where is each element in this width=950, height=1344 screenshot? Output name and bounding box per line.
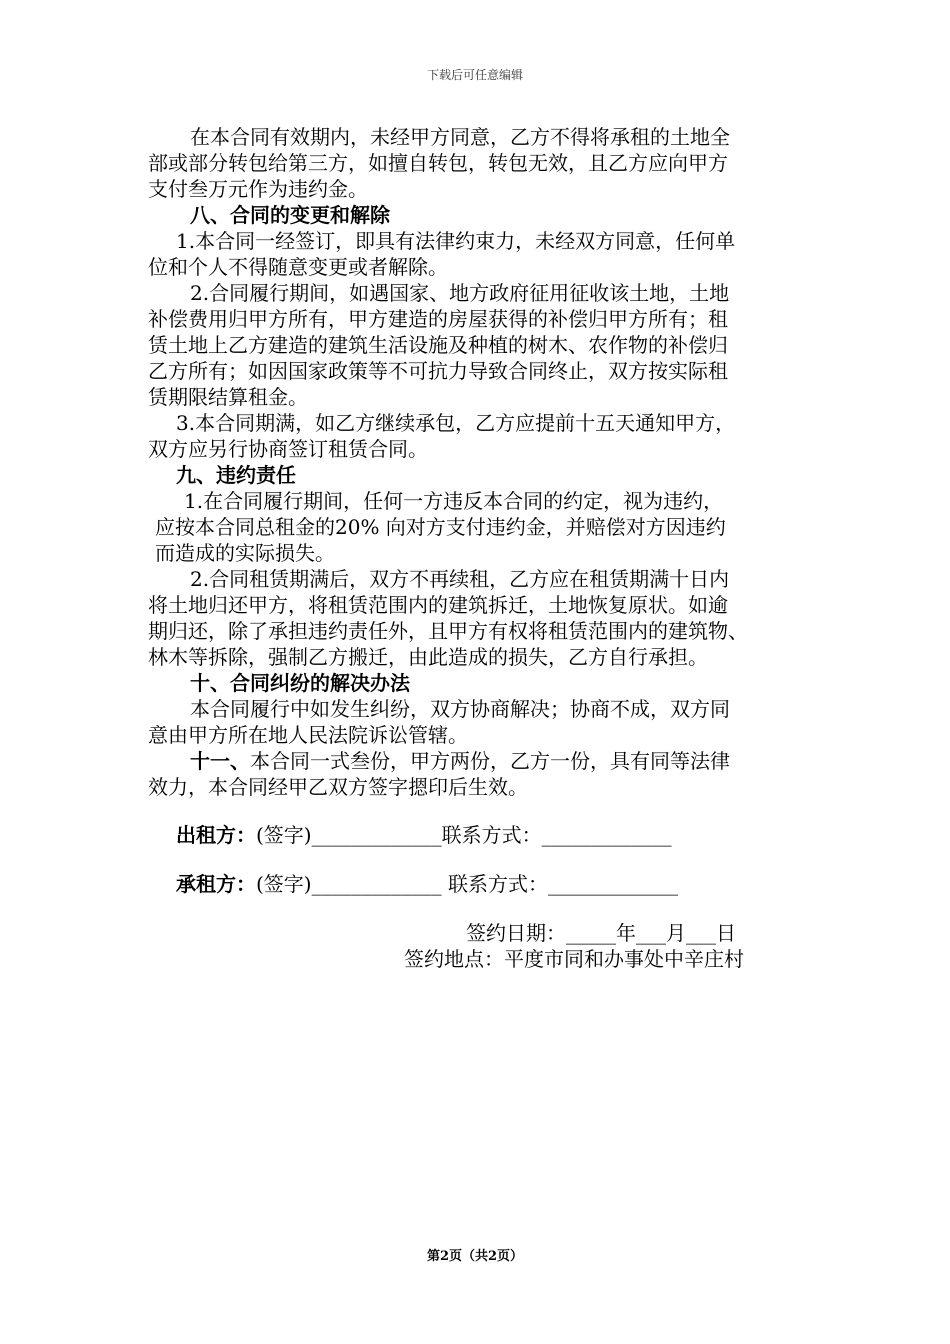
lessor-label: 出租方： xyxy=(176,823,256,847)
lessee-label: 承租方： xyxy=(176,872,256,896)
body-line: 补偿费用归甲方所有，甲方建造的房屋获得的补偿归甲方所有；租 xyxy=(148,307,728,331)
lessee-signature-line: (签字)_____________ 联系方式：_____________ xyxy=(256,872,678,896)
section-heading-11: 十一、 xyxy=(190,749,250,773)
body-line: 在本合同有效期内，未经甲方同意，乙方不得将承租的土地全 xyxy=(190,125,730,149)
body-line: 赁期限结算租金。 xyxy=(148,385,308,409)
signing-place: 签约地点：平度市同和办事处中辛庄村 xyxy=(404,947,744,971)
lessor-signature-line: (签字)_____________联系方式：_____________ xyxy=(256,823,672,847)
section-heading-9: 九、违约责任 xyxy=(176,463,296,487)
body-line: 双方应另行协商签订租赁合同。 xyxy=(148,437,428,461)
body-line: 本合同履行中如发生纠纷，双方协商解决；协商不成，双方同 xyxy=(190,697,730,721)
body-line: 部或部分转包给第三方，如擅自转包，转包无效，且乙方应向甲方 xyxy=(148,151,728,175)
body-line: 2.合同租赁期满后，双方不再续租，乙方应在租赁期满十日内 xyxy=(190,567,730,591)
body-line: 1.在合同履行期间，任何一方违反本合同的约定，视为违约， xyxy=(184,489,724,513)
body-line: 应按本合同总租金的20% 向对方支付违约金，并赔偿对方因违约 xyxy=(155,515,726,539)
body-line: 林木等拆除，强制乙方搬迁，由此造成的损失，乙方自行承担。 xyxy=(148,645,708,669)
page-footer: 第2页（共2页） xyxy=(426,1249,524,1264)
body-line: 意由甲方所在地人民法院诉讼管辖。 xyxy=(148,723,468,747)
body-line: 期归还，除了承担违约责任外，且甲方有权将租赁范围内的建筑物、 xyxy=(148,619,748,643)
body-line: 本合同一式叁份，甲方两份，乙方一份，具有同等法律 xyxy=(250,749,730,773)
body-line: 乙方所有；如因国家政策等不可抗力导致合同终止，双方按实际租 xyxy=(148,359,728,383)
page-header: 下载后可任意编辑 xyxy=(426,68,523,82)
body-line: 1.本合同一经签订，即具有法律约束力，未经双方同意，任何单 xyxy=(176,229,736,253)
section-heading-10: 十、合同纠纷的解决办法 xyxy=(190,671,410,695)
body-line: 而造成的实际损失。 xyxy=(155,541,335,565)
body-line: 效力，本合同经甲乙双方签字摁印后生效。 xyxy=(148,775,528,799)
signing-date: 签约日期：_____年___月___日 xyxy=(466,921,736,945)
body-line: 3.本合同期满，如乙方继续承包，乙方应提前十五天通知甲方， xyxy=(176,411,736,435)
body-line: 支付叁万元作为违约金。 xyxy=(148,177,368,201)
body-line: 位和个人不得随意变更或者解除。 xyxy=(148,255,448,279)
body-line: 赁土地上乙方建造的建筑生活设施及种植的树木、农作物的补偿归 xyxy=(148,333,728,357)
body-line: 将土地归还甲方，将租赁范围内的建筑拆迁，土地恢复原状。如逾 xyxy=(148,593,728,617)
section-heading-8: 八、合同的变更和解除 xyxy=(190,203,390,227)
body-line: 2.合同履行期间，如遇国家、地方政府征用征收该土地，土地 xyxy=(190,281,730,305)
